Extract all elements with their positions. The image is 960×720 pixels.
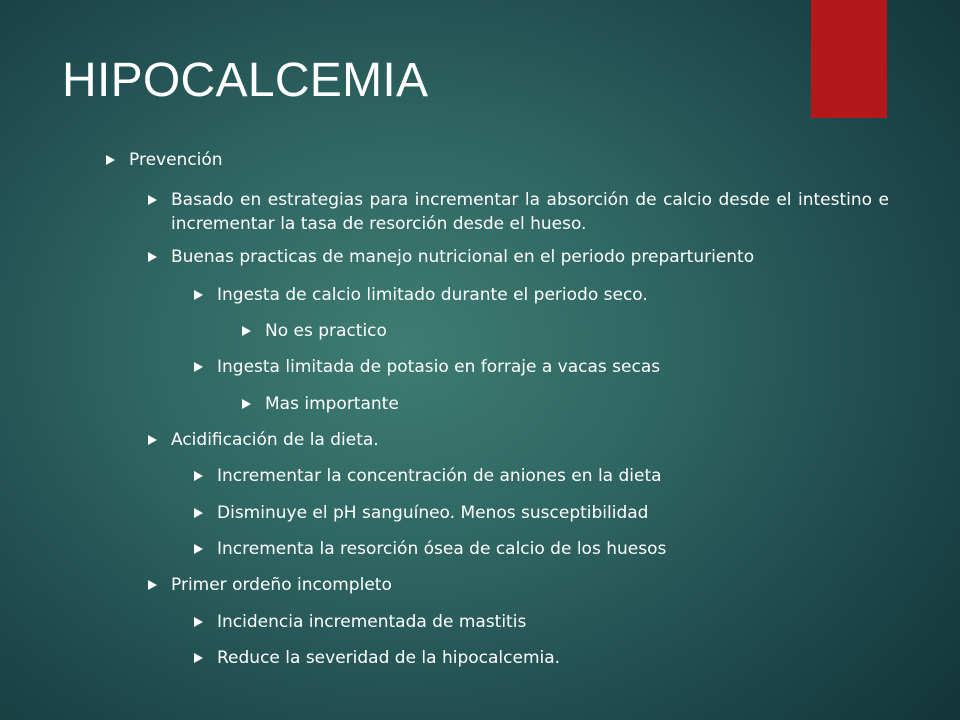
bullet-item [194,464,662,488]
bullet-item [194,355,660,379]
bullet-text: Primer ordeño incompleto [171,575,392,595]
bullet-arrow-icon [194,617,203,627]
bullet-text: Prevención [129,150,223,170]
bullet-arrow-icon [194,290,203,300]
bullet-text: Incrementar la concentración de aniones en la dieta [217,466,662,486]
bullet-item [194,501,648,525]
slide-title: HIPOCALCEMIA [62,54,429,107]
bullet-text: Buenas practicas de manejo nutricional en el periodo preparturiento [171,247,755,267]
bullet-item [242,392,399,416]
bullet-arrow-icon [148,195,157,205]
bullet-text: Incidencia incrementada de mastitis [217,612,527,632]
bullet-item [194,537,666,561]
bullet-item [194,283,648,307]
bullet-arrow-icon [242,326,251,336]
bullet-arrow-icon [106,155,115,165]
bullet-item [148,188,894,236]
bullet-item [148,428,379,452]
bullet-item [106,148,223,172]
bullet-item [148,573,392,597]
bullet-arrow-icon [148,252,157,262]
bullet-arrow-icon [194,362,203,372]
bullet-arrow-icon [194,471,203,481]
bullet-text: Disminuye el pH sanguíneo. Menos susceptibilidad [217,503,649,523]
bullet-text: Ingesta limitada de potasio en forraje a vacas secas [217,357,661,377]
bullet-item [242,319,387,343]
bullet-item [194,646,560,670]
bullet-text: No es practico [265,321,387,341]
bullet-text: Ingesta de calcio limitado durante el periodo seco. [217,285,648,305]
bullet-arrow-icon [194,508,203,518]
bullet-arrow-icon [194,653,203,663]
bullet-text: Incrementa la resorción ósea de calcio de los huesos [217,539,667,559]
bullet-arrow-icon [194,544,203,554]
bullet-arrow-icon [148,435,157,445]
bullet-item [194,610,526,634]
bullet-arrow-icon [242,399,251,409]
bullet-text: Acidificación de la dieta. [171,430,379,450]
bullet-text: Basado en estrategias para incrementar la absorción de calcio desde el intestino e incrementar la tasa de resorción desde el hueso. [171,190,889,234]
bullet-text: Mas importante [265,394,399,414]
bullet-text: Reduce la severidad de la hipocalcemia. [217,648,561,668]
bullet-arrow-icon [148,580,157,590]
bullet-item [148,245,754,269]
